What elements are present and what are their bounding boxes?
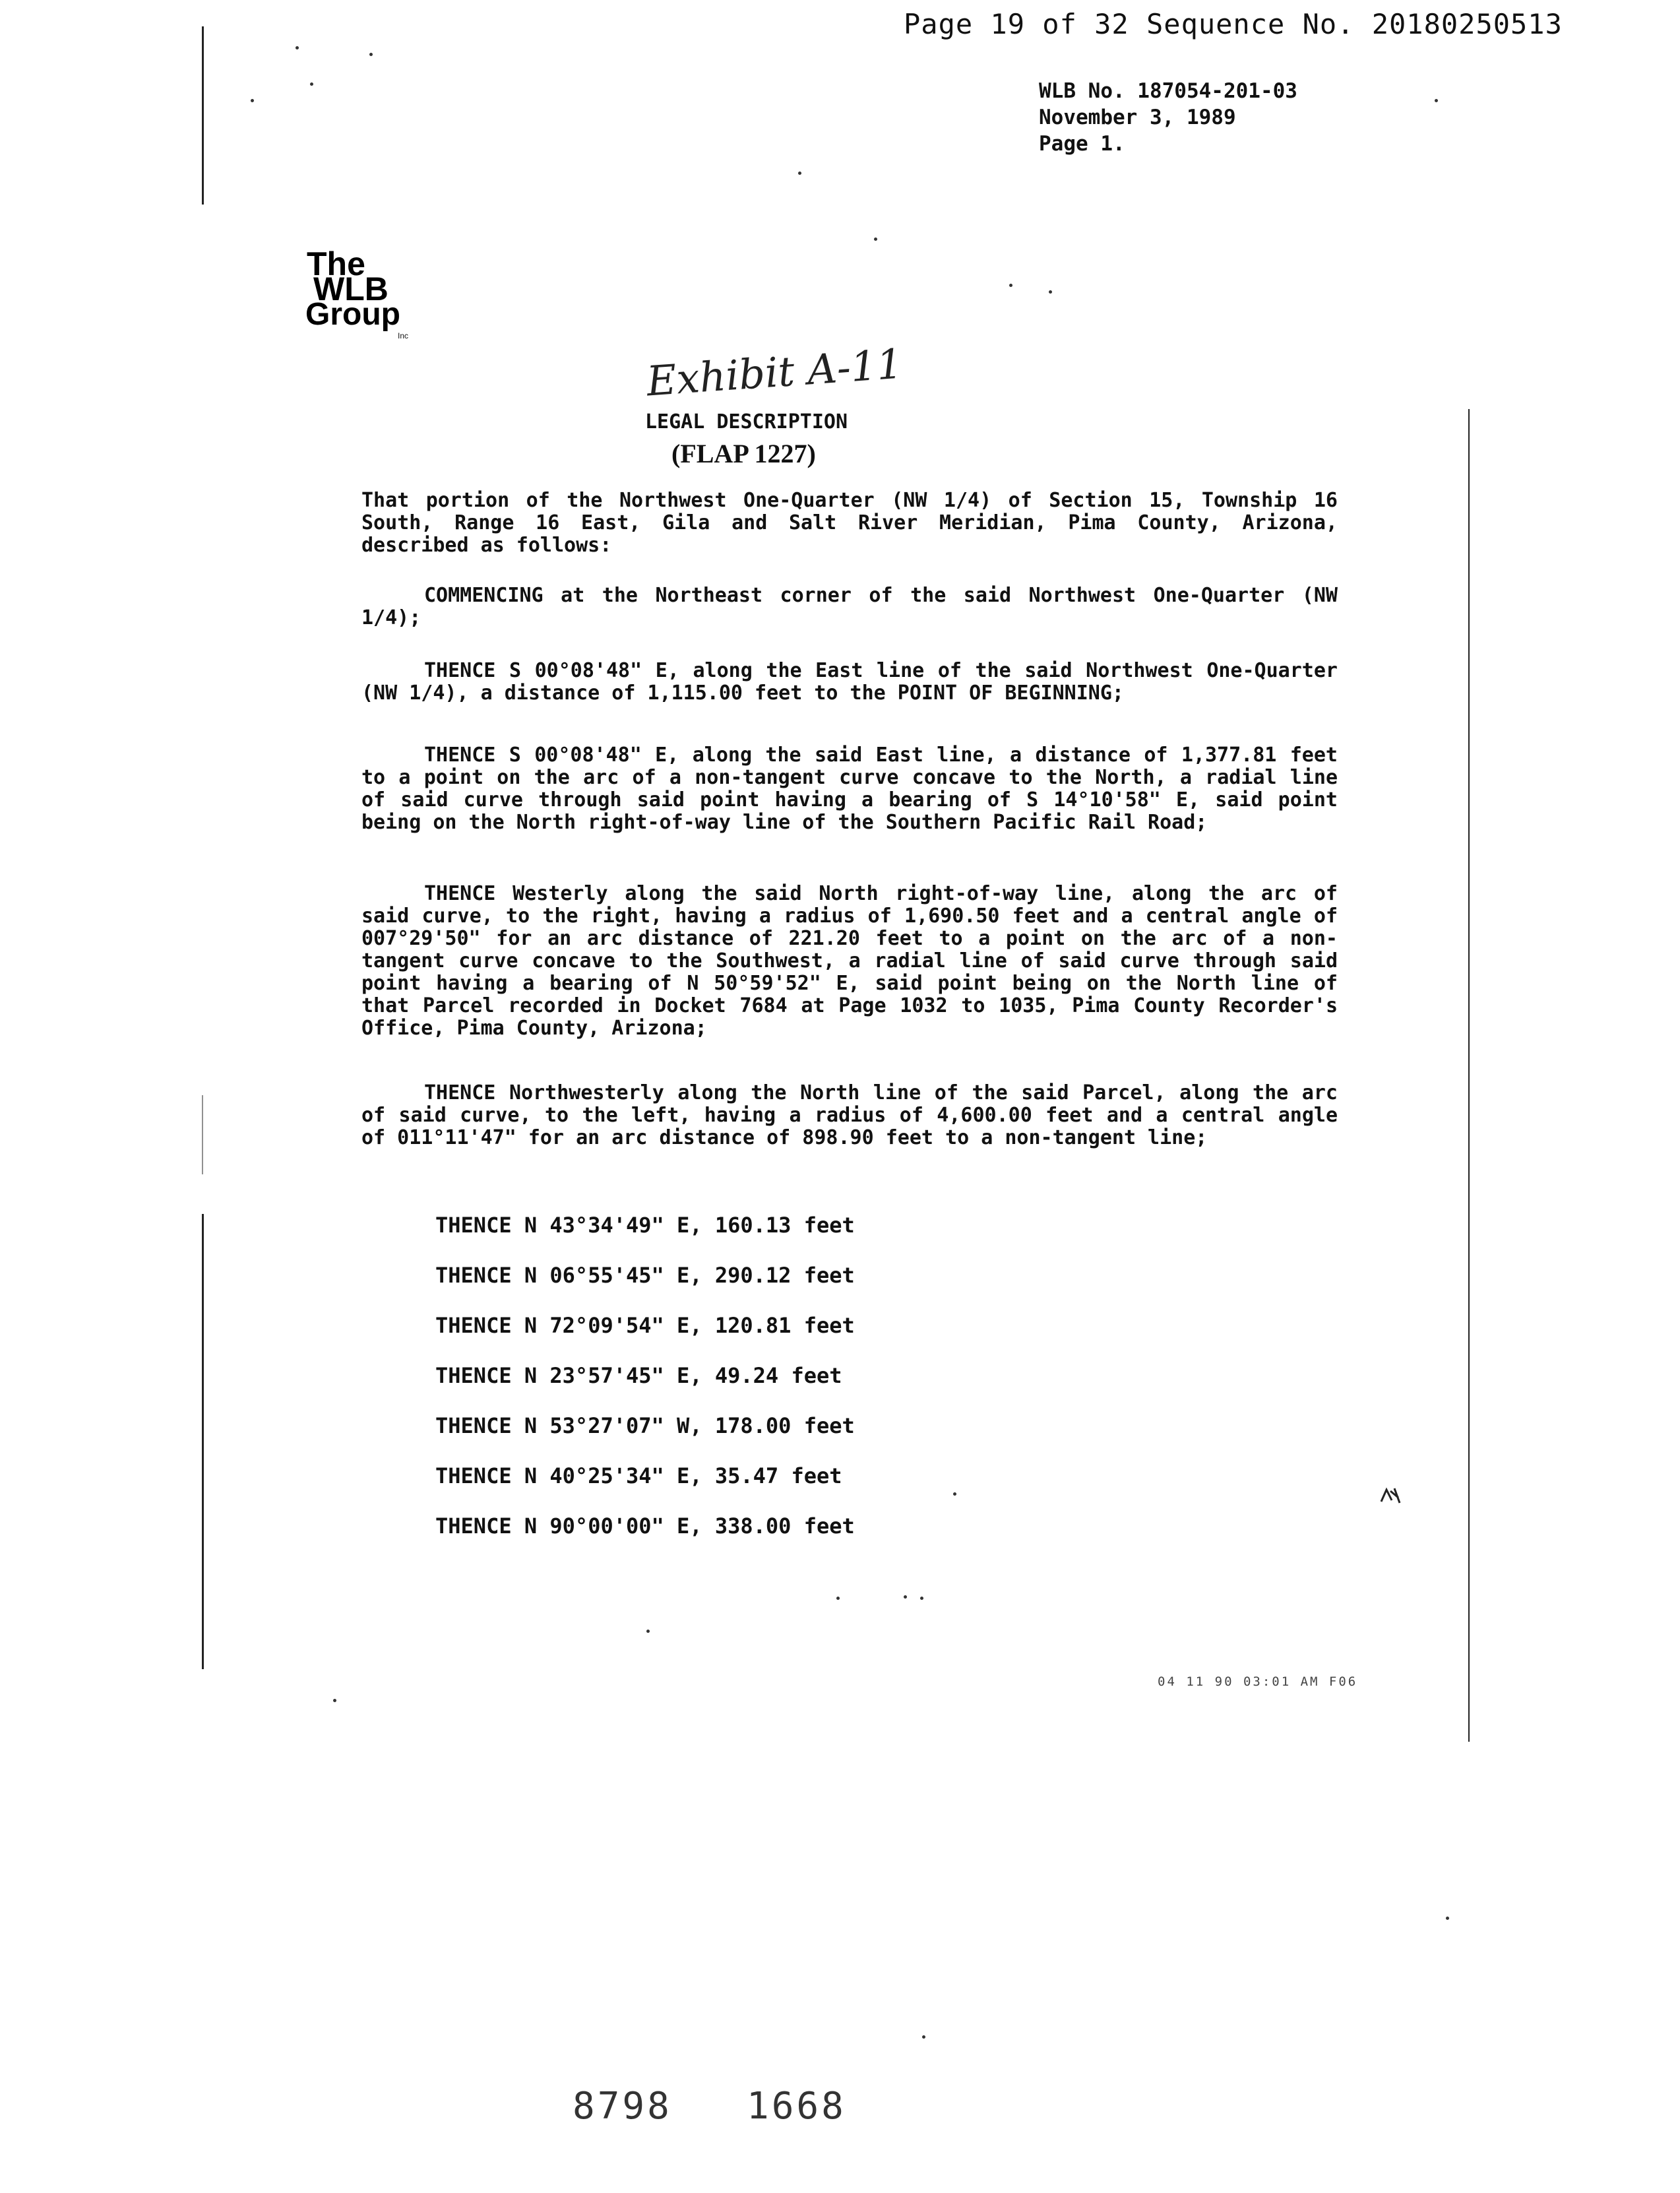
- scan-speck: [369, 53, 373, 56]
- page-sequence-header: Page 19 of 32 Sequence No. 20180250513: [904, 8, 1563, 40]
- scan-speck: [1435, 99, 1438, 102]
- document-title: LEGAL DESCRIPTION: [645, 410, 848, 433]
- fax-timestamp: 04 11 90 03:01 AM F06: [1158, 1674, 1358, 1689]
- logo-line-wlb: WLB: [313, 270, 389, 307]
- wlb-number: WLB No. 187054-201-03: [1039, 79, 1297, 103]
- scan-speck: [904, 1595, 907, 1599]
- scan-speck: [1446, 1917, 1449, 1920]
- course-line: THENCE N 90°00'00" E, 338.00 feet: [435, 1513, 855, 1539]
- logo-line-group: Group: [305, 297, 400, 332]
- scan-speck: [922, 2035, 925, 2039]
- course-line: THENCE N 43°34'49" E, 160.13 feet: [435, 1213, 855, 1238]
- handwritten-exhibit-label: Exhibit A-11: [644, 339, 904, 406]
- thence-paragraph-2: THENCE S 00°08'48" E, along the said East line, a distance of 1,377.81 feet to a point on the arc of a non-tangent curve concave to the North, a radial line of said curve through said point having a bearing of S 14°10'58" E, said point being on the North right-of-way line of the Southern Pacific Rail Road;: [361, 744, 1338, 834]
- thence-paragraph-3: THENCE Westerly along the said North right-of-way line, along the arc of said curve, to the right, having a radius of 1,690.50 feet and a central angle of 007°29'50" for an arc distance of 221.20 feet to a point on the arc of a non-tangent curve concave to the Southwest, a radial line of said curve through said point having a bearing of N 50°59'52" E, said point being on the North line of that Parcel recorded in Docket 7684 at Page 1032 to 1035, Pima County Recorder's Office, Pima County, Arizona;: [361, 882, 1338, 1040]
- scan-speck: [1009, 284, 1012, 287]
- document-subtitle: (FLAP 1227): [671, 439, 816, 468]
- course-line: THENCE N 72°09'54" E, 120.81 feet: [435, 1313, 855, 1338]
- scan-speck: [953, 1492, 956, 1496]
- scan-speck: [296, 46, 299, 49]
- course-line: THENCE N 53°27'07" W, 178.00 feet: [435, 1413, 855, 1438]
- course-line: THENCE N 06°55'45" E, 290.12 feet: [435, 1263, 855, 1288]
- thence-paragraph-1: THENCE S 00°08'48" E, along the East line of the said Northwest One-Quarter (NW 1/4), a distance of 1,115.00 feet to the POINT OF BEGINNING;: [361, 659, 1338, 705]
- intro-paragraph: That portion of the Northwest One-Quarter (NW 1/4) of Section 15, Township 16 South, Range 16 East, Gila and Salt River Meridian, Pima County, Arizona, described as follows:: [361, 489, 1338, 557]
- scan-speck: [646, 1630, 650, 1633]
- logo-suffix: Inc: [398, 331, 409, 340]
- scan-edge-line-left: [202, 1214, 204, 1669]
- recorder-number: 8798 1668: [573, 2085, 846, 2128]
- logo-line-the: The: [307, 245, 365, 282]
- scan-speck: [251, 99, 254, 102]
- course-line: THENCE N 23°57'45" E, 49.24 feet: [435, 1363, 842, 1388]
- document-date: November 3, 1989: [1039, 106, 1236, 129]
- commencing-paragraph: COMMENCING at the Northeast corner of the said Northwest One-Quarter (NW 1/4);: [361, 584, 1338, 629]
- scan-speck: [798, 172, 801, 175]
- wlb-group-logo: [305, 247, 424, 346]
- scan-edge-dashes: [202, 1095, 203, 1174]
- scan-speck: [1049, 290, 1052, 294]
- scan-speck: [333, 1699, 336, 1702]
- scan-scribble-mark: [1379, 1486, 1402, 1506]
- scan-edge-line-top: [202, 26, 204, 205]
- scan-speck: [920, 1597, 923, 1600]
- thence-paragraph-4: THENCE Northwesterly along the North line of the said Parcel, along the arc of said curve, to the left, having a radius of 4,600.00 feet and a central angle of 011°11'47" for an arc distance of 898.90 feet to a non-tangent line;: [361, 1081, 1338, 1149]
- scan-speck: [310, 82, 313, 86]
- scan-edge-line-right: [1468, 409, 1470, 1742]
- reference-block: [1039, 78, 1297, 157]
- scan-speck: [874, 238, 877, 241]
- page-number: Page 1.: [1039, 132, 1125, 156]
- course-line: THENCE N 40°25'34" E, 35.47 feet: [435, 1463, 842, 1488]
- scan-speck: [836, 1597, 840, 1600]
